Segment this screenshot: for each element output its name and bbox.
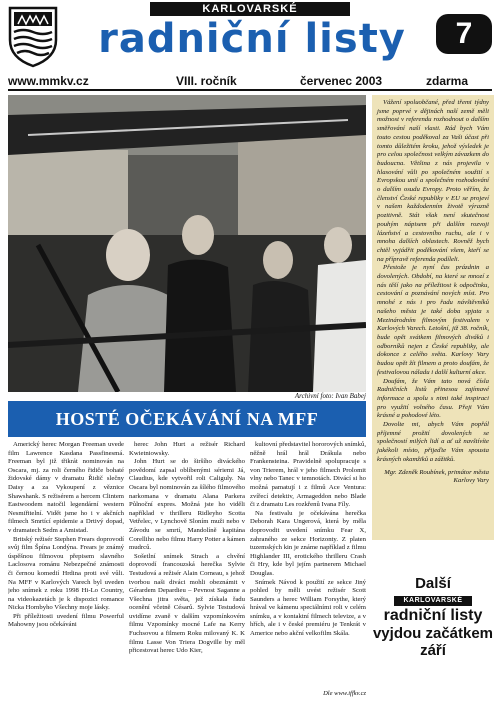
article-column-2 xyxy=(129,441,245,686)
article-paragraph: kultovní představitel hororových snímků, něžně hrál hrál Drákula nebo Frankensteina. Pravidelně spolupracuje s von Trierem, hrál v jeho filmech Prolomit vlny nebo Tanec v temnotách. Divácí si ho možná pamatují i z filmů Ace Ventura: zvířecí detektiv, Armageddon nebo Blade či z dramatu Les rozkřenů Ivana Fíly. xyxy=(250,441,366,509)
editorial-signature: Mgr. Zdeněk Roubínek, primátor města Karlovy Vary xyxy=(384,468,489,485)
city-crest-icon xyxy=(8,6,58,68)
next-issue-promo xyxy=(372,575,494,700)
promo-title: radniční listy xyxy=(383,607,483,624)
editorial-paragraph: Doufám, že Vám tato nová čísla Radničních listů přinesou zajímavé informace a spolu s nimi také inspiraci pro využití volného času. Přeji Vám krásné a pohodové léto. xyxy=(377,377,489,420)
website-link[interactable]: www.mmkv.cz xyxy=(8,74,89,88)
price-label: zdarma xyxy=(426,74,469,88)
masthead-rule xyxy=(8,89,492,91)
editorial-paragraph: Dovolte mi, abych Vám popřál příjemné prožití dovolených se společností milých lidí a ať už navštívíte jakékoli místo, přijeďte Vám spousta krásných okamžiků a zážitků. xyxy=(377,421,489,463)
article-paragraph: Snímek Návod k použití ze sekce Jiný pohled by měli uvést režisér Scott Saunders a herec William Forsythe, který hrával ve kámenu speciálními roli v celém snímku, a v kontaktní filmech televize, a v hřích, ale i v české premiéru je Tenkrát v Americe nebo akční velkofilm Skála. xyxy=(250,578,366,638)
article-source-credit: Dle www.iffkv.cz xyxy=(323,690,366,697)
volume-label: VIII. ročník xyxy=(176,74,237,88)
article-paragraph: Britský režisér Stephen Frears doprovodí svůj film Špína Londýna. Frears je známý úspěšnou filmovou přepisem slavného Laclosova románu Nebezpečné známosti či černou komedií Hrdina proti své vůli. Na MFF v Karlových Varech byl uveden jeho snímek z roku 1998 Hi-Lo Country, na videokazetách je k dispozici romance Nicka Hornbyho Všechny moje lásky. xyxy=(8,535,124,612)
article-paragraph: Americký herec Morgan Freeman uvede film Lawrence Kasdana Passfinesmá. Freeman byl již třikrát nominován na Oscara, mj. za roli černého řidiče bohaté židovské dámy v dramatu Řidič slečny Daisy a za Vykoupení z věznice Shawshank. S režisérem a hercem Clintem Eastwoodem natočil legendární western Nesmiřitelní. Vidět jsme ho i v akčních filmech Smrtící epidemie a Drtivý dopad, v dramatech Sedm a Amistad. xyxy=(8,441,124,534)
article-paragraph: Při příležitosti uvedení filmu Powerful Mahowny jsou očekáváni xyxy=(8,612,124,629)
article-paragraph: herec John Hurt a režisér Richard Kwietniowsky. xyxy=(129,441,245,457)
editorial-paragraph: Vážení spoluobčané, před třemi týdny jsme poprvé v dějinách naší země měli možnost v referendu rozhodnout o dalším směřování naší vlasti. Rád bych Vám touto cestou poděkoval za Vaši účast při tomto důležitém kroku, jehož výsledek je pro celou společnost velkým závazkem do budoucna. Většina z nás projevila v hlasování vůli po společném soužití s Evropskou unií a společném rozhodování o dalším osudu Evropy. Proto věřím, že členství České republiky v EU se projeví v našem každodenním životě výrazně pozitivně. Stát však není skutečnost pouhým nápisem při dalším rozvoji lázeňství a cestovního ruchu, ale i v mnoha dalších oblastech. Rovněž bych chtěl vyjádřit poděkování všem, kteří se na přípravě referenda podíleli. xyxy=(377,99,489,263)
article-headline: HOSTÉ OČEKÁVÁNÍ NA MFF xyxy=(8,401,366,437)
article-column-1 xyxy=(8,441,124,686)
masthead-title: radniční listy xyxy=(98,16,406,62)
lead-photo-illustration xyxy=(8,95,366,392)
masthead-meta xyxy=(8,74,492,88)
masthead-kicker: KARLOVARSKÉ xyxy=(150,2,350,16)
promo-lead: Další xyxy=(415,575,451,592)
article-column-3 xyxy=(250,441,366,686)
masthead xyxy=(0,0,500,90)
article-paragraph: Sošetlní snímek Strach a chvění doprovodí francouzská herečka Sylvie Testudová a režisér Alain Corneau, s jehož tvorbou naši diváci mohli obeznámit v Gérardem Depardieu – Pevnost Saganne a Všechna jitra světa, jež získala řadu ocenění včetně Césarů. Sylvie Testudová uvidíme zvaně v dalším vzpomínkovém filmu Vzpomínky mocné Lafe na Kerry Fuchsovou a filmem Roku milovaný K. K filmu Lasse Von Triera Dogville by měl přicestovat herec Udo Kier, xyxy=(129,552,245,655)
article-paragraph: Na festivalu je očekávána herečka Deborah Kara Ungerová, která by měla doprovodit uvedení snímku Fear X, zahraného ze sekce Horizonty. Z platen tuzemských kin je známe například z filmu Highlander III, erotického thrilleru Crash či Hry, kde byl jejím partnerem Michael Douglas. xyxy=(250,509,366,577)
photo-credit: Archivní foto: Ivan Babej xyxy=(294,392,366,400)
issue-number-badge: 7 xyxy=(436,14,492,54)
lead-photo xyxy=(8,95,366,392)
article-paragraph: John Hurt se do širšího diváckého povědomí zapsal oblíbenými sériemi Já, Claudius, kde vytvořil roli Caliguly. Na Oscara byl nominován za šílého filmového narkomana v dramatu Alana Parkera Půlnoční expres. Možná jste ho viděli například v thrilleru Ridleyho Scotta Vetřelec, v Lynchově Sloním muži nebo v Závodu se smrtí, Mandolíně kapitána Corelliho nebo filmu Harry Potter a kámen mudrců. xyxy=(129,458,245,552)
promo-kicker: KARLOVARSKÉ xyxy=(394,596,472,606)
editorial-sidebar xyxy=(372,95,494,540)
editorial-paragraph: Přestože je nyní čas prázdnin a dovolených. Období, na které se mnozí z nás těší jako na příležitost k odpočinku, cestování a poznávání nových míst. Pro mnohé z nás i pro řadu návštěvníků našeho města je také doba spjata s Mezinárodním filmovým festivalem v Karlových Varech. Letošní, již 38. ročník, bude opět svátkem filmových diváků i odborníků nejen z České republiky, ale dokonce z celého světa. Karlovy Vary budou opět žít filmem a proto doufám, že festivalovou náladu i další kulturní akce. xyxy=(377,264,489,376)
date-label: červenec 2003 xyxy=(300,74,383,88)
promo-subtitle: vyjdou začátkem září xyxy=(372,625,494,659)
